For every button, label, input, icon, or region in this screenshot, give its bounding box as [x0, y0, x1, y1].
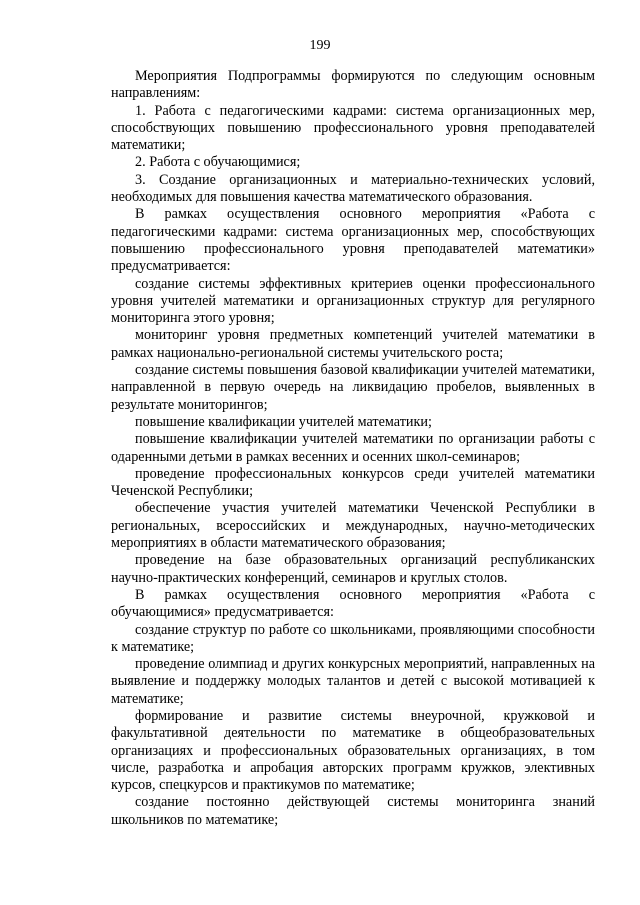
paragraph-teachers-item: создание системы повышения базовой квалификации учителей математики, направленной в первую очередь на ликвидацию пробелов, выявленных в результате мониторингов; [111, 362, 595, 413]
paragraph-teachers-item: повышение квалификации учителей математики по организации работы с одаренными детьми в рамках весенних и осенних школ-семинаров; [111, 431, 595, 465]
paragraph-students-item: проведение олимпиад и других конкурсных мероприятий, направленных на выявление и поддержку молодых талантов и детей с высокой мотивацией к математике; [111, 656, 595, 707]
list-item-3: 3. Создание организационных и материально-технических условий, необходимых для повышения качества математического образования. [111, 171, 595, 206]
paragraph-teachers-item: повышение квалификации учителей математики; [135, 413, 432, 430]
paragraph-students-item: создание структур по работе со школьниками, проявляющими способности к математике; [111, 621, 595, 655]
document-body [111, 68, 595, 829]
paragraph-teachers-intro: В рамках осуществления основного мероприятия «Работа с педагогическими кадрами: система организационных мер, способствующих повышению профессионального уровня преподавателей математики» предусматривается: [111, 206, 595, 275]
page-number: 199 [309, 38, 331, 53]
paragraph-intro: Мероприятия Подпрограммы формируются по следующим основным направлениям: [111, 68, 595, 102]
list-item-2: 2. Работа с обучающимися; [135, 154, 301, 171]
paragraph-students-intro: В рамках осуществления основного мероприятия «Работа с обучающимися» предусматривается: [111, 586, 595, 621]
paragraph-students-item: формирование и развитие системы внеурочной, кружковой и факультативной деятельности по математике в общеобразовательных организациях и профессиональных образовательных организациях, в том числе, разработка и апробация авторских программ кружков, элективных курсов, спецкурсов и практикумов по математике; [111, 707, 595, 794]
paragraph-teachers-item: создание системы эффективных критериев оценки профессионального уровня учителей математики и организационных структур для регулярного мониторинга этого уровня; [111, 275, 595, 327]
paragraph-teachers-item: проведение профессиональных конкурсов среди учителей математики Чеченской Республики; [111, 465, 595, 500]
paragraph-students-item: создание постоянно действующей системы мониторинга знаний школьников по математике; [111, 794, 595, 828]
paragraph-teachers-item: мониторинг уровня предметных компетенций учителей математики в рамках национально-региональной системы учительского роста; [111, 327, 595, 361]
paragraph-teachers-item: обеспечение участия учителей математики Чеченской Республики в региональных, всероссийских и международных, научно-методических мероприятиях в области математического образования; [111, 500, 595, 552]
paragraph-teachers-item: проведение на базе образовательных организаций республиканских научно-практических конференций, семинаров и круглых столов. [111, 552, 595, 586]
list-item-1: 1. Работа с педагогическими кадрами: система организационных мер, способствующих повышению профессионального уровня преподавателей математики; [111, 102, 595, 154]
